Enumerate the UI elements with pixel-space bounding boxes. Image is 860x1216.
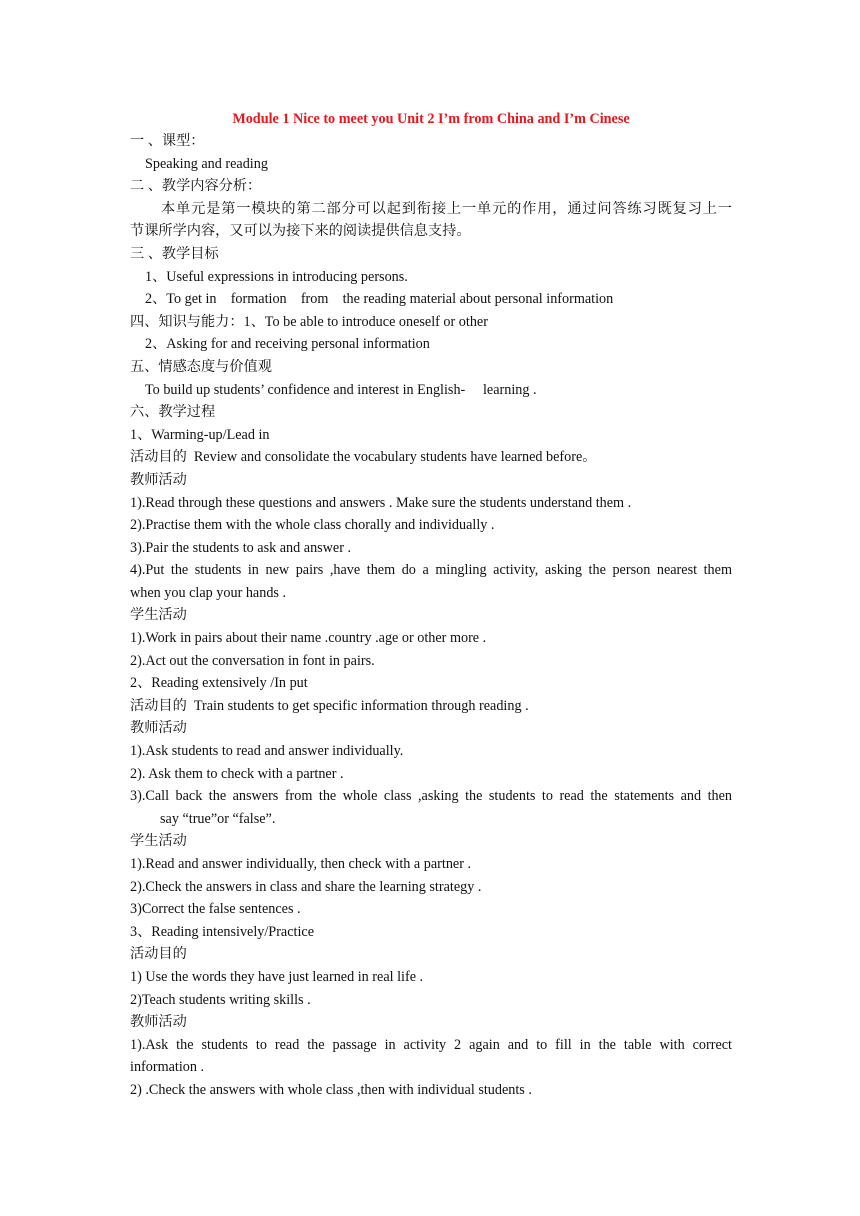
section-heading-content-analysis: 二 、教学内容分析： <box>130 178 262 195</box>
list-item: 2). Ask them to check with a partner . <box>130 765 344 782</box>
list-item: 2).Act out the conversation in font in pairs. <box>130 652 375 669</box>
objective-item: 1、Useful expressions in introducing persons. <box>145 268 408 285</box>
section-heading-attitude: 五、情感态度与价值观 <box>130 358 272 375</box>
attitude-text: To build up students’ confidence and interest in English- learning . <box>145 381 537 398</box>
section-heading-knowledge: 四、知识与能力：1、To be able to introduce oneself or other <box>130 313 488 330</box>
step-heading: 2、Reading extensively /In put <box>130 675 308 692</box>
student-activity-heading: 学生活动 <box>130 833 187 850</box>
student-activity-heading: 学生活动 <box>130 607 187 624</box>
section-heading-objectives: 三 、教学目标 <box>130 245 219 262</box>
list-item: 1).Work in pairs about their name .country .age or other more . <box>130 630 487 647</box>
document-title: Module 1 Nice to meet you Unit 2 I’m from China and I’m Cinese <box>232 111 630 127</box>
activity-purpose: 活动目的 Review and consolidate the vocabulary students have learned before。 <box>130 449 597 466</box>
lesson-type-text: Speaking and reading <box>145 155 268 172</box>
list-item: 4).Put the students in new pairs ,have them do a mingling activity, asking the person nearest them <box>130 562 732 579</box>
activity-purpose: 活动目的 Train students to get specific information through reading . <box>130 697 529 714</box>
teacher-activity-heading: 教师活动 <box>130 1014 187 1031</box>
objective-item: 2、To get in formation from the reading material about personal information <box>145 291 614 308</box>
list-item: 3)Correct the false sentences . <box>130 901 301 918</box>
list-item: 1) Use the words they have just learned in real life . <box>130 968 424 985</box>
document-body <box>130 108 732 1102</box>
list-item: 1).Read and answer individually, then check with a partner . <box>130 856 472 872</box>
list-item-cont: information . <box>130 1059 205 1076</box>
section-heading-process: 六、教学过程 <box>130 404 216 421</box>
content-analysis-text-cont: 节课所学内容，又可以为接下来的阅读提供信息支持。 <box>130 223 471 240</box>
step-heading: 1、Warming-up/Lead in <box>130 426 270 443</box>
list-item: 3).Call back the answers from the whole class ,asking the students to read the statements and then <box>130 788 732 805</box>
list-item-cont: say “true”or “false”. <box>160 810 276 827</box>
list-item: 2) .Check the answers with whole class ,then with individual students . <box>130 1081 532 1098</box>
activity-purpose-heading: 活动目的 <box>130 946 187 963</box>
list-item: 3).Pair the students to ask and answer . <box>130 539 352 556</box>
list-item-cont: when you clap your hands . <box>130 584 287 601</box>
knowledge-item: 2、Asking for and receiving personal information <box>145 336 430 353</box>
step-heading: 3、Reading intensively/Practice <box>130 923 314 940</box>
teacher-activity-heading: 教师活动 <box>130 720 187 737</box>
content-analysis-text: 本单元是第一模块的第二部分可以起到衔接上一单元的作用，通过问答练习既复习上一 <box>161 200 732 217</box>
list-item: 2)Teach students writing skills . <box>130 991 311 1008</box>
teacher-activity-heading: 教师活动 <box>130 471 187 488</box>
list-item: 2).Check the answers in class and share the learning strategy . <box>130 878 482 895</box>
list-item: 1).Ask the students to read the passage in activity 2 again and to fill in the table with correct <box>130 1036 732 1053</box>
list-item: 2).Practise them with the whole class chorally and individually . <box>130 517 495 534</box>
list-item: 1).Read through these questions and answers . Make sure the students understand them . <box>130 494 632 511</box>
section-heading-lesson-type: 一 、课型： <box>130 133 205 149</box>
list-item: 1).Ask students to read and answer individually. <box>130 743 404 760</box>
